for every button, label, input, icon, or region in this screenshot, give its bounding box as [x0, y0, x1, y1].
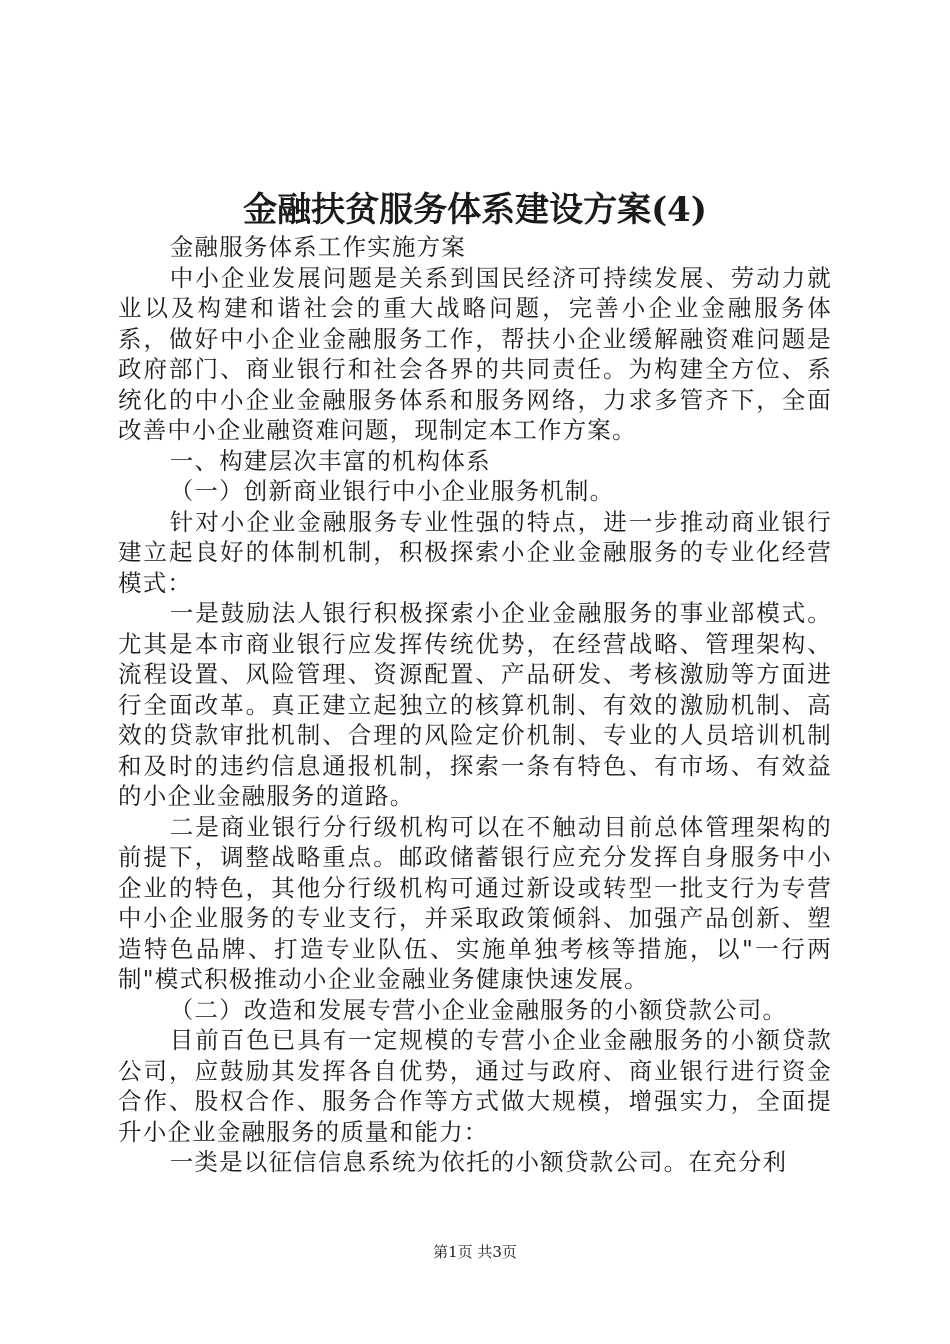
paragraph: 二是商业银行分行级机构可以在不触动目前总体管理架构的前提下，调整战略重点。邮政储蓄银行应充分发挥自身服务中小企业的特色，其他分行级机构可通过新设或转型一批支行为专营中小企业服务的专业支行，并采取政策倾斜、加强产品创新、塑造特色品牌、打造专业队伍、实施单独考核等措施，以"一行两制"模式积极推动小企业金融业务健康快速发展。 — [118, 812, 832, 993]
page-footer: 第1页 共3页 — [433, 1243, 517, 1261]
paragraph: 目前百色已具有一定规模的专营小企业金融服务的小额贷款公司，应鼓励其发挥各自优势，通过与政府、商业银行进行资金合作、股权合作、服务合作等方式做大规模，增强实力，全面提升小企业金融服务的质量和能力： — [118, 1026, 832, 1146]
paragraph: 中小企业发展问题是关系到国民经济可持续发展、劳动力就业以及构建和谐社会的重大战略问题，完善小企业金融服务体系，做好中小企业金融服务工作，帮扶小企业缓解融资难问题是政府部门、商业银行和社会各界的共同责任。为构建全方位、系统化的中小企业金融服务体系和服务网络，力求多管齐下，全面改善中小企业融资难问题，现制定本工作方案。 — [118, 263, 832, 444]
paragraph: 一是鼓励法人银行积极探索小企业金融服务的事业部模式。尤其是本市商业银行应发挥传统优势，在经营战略、管理架构、流程设置、风险管理、资源配置、产品研发、考核激励等方面进行全面改革。真正建立起独立的核算机制、有效的激励机制、高效的贷款审批机制、合理的风险定价机制、专业的人员培训机制和及时的违约信息通报机制，探索一条有特色、有市场、有效益的小企业金融服务的道路。 — [118, 599, 832, 810]
paragraph: 金融服务体系工作实施方案 — [169, 233, 467, 261]
paragraph: 针对小企业金融服务专业性强的特点，进一步推动商业银行建立起良好的体制机制，积极探索小企业金融服务的专业化经营模式： — [118, 507, 832, 597]
document-title: 金融扶贫服务体系建设方案(4) — [243, 190, 707, 230]
subsection-heading: （二）改造和发展专营小企业金融服务的小额贷款公司。 — [169, 995, 788, 1024]
document-body — [118, 232, 832, 1178]
subsection-heading: （一）创新商业银行中小企业服务机制。 — [169, 477, 615, 505]
section-heading: 一、构建层次丰富的机构体系 — [169, 446, 491, 475]
paragraph: 一类是以征信信息系统为依托的小额贷款公司。在充分利 — [169, 1148, 788, 1176]
